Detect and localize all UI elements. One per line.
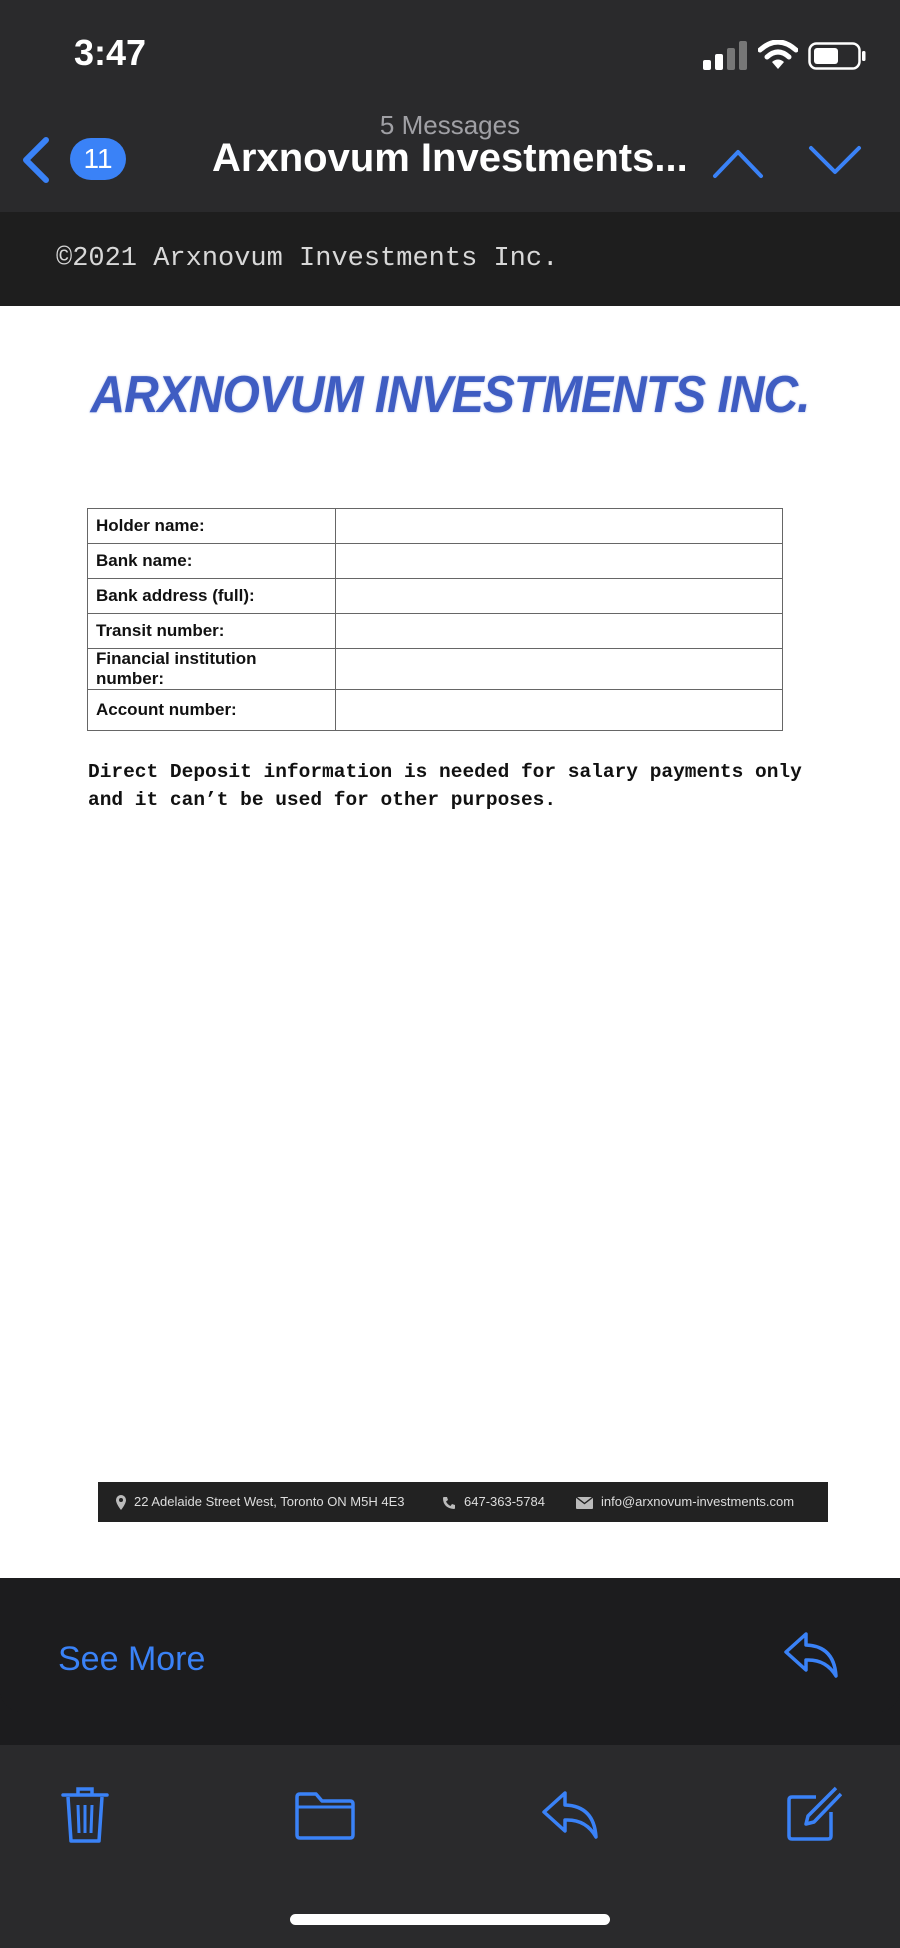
footer-email-text: info@arxnovum-investments.com [601, 1494, 795, 1509]
footer-phone-text: 647-363-5784 [464, 1494, 545, 1509]
envelope-icon [576, 1497, 593, 1509]
table-row [88, 690, 783, 731]
status-bar [0, 0, 900, 110]
table-row [88, 614, 783, 649]
compose-icon[interactable] [786, 1785, 842, 1843]
folder-icon[interactable] [294, 1791, 356, 1841]
footer-address-text: 22 Adelaide Street West, Toronto ON M5H 4E3 [134, 1494, 405, 1509]
phone-icon [442, 1496, 456, 1510]
form-value-cell [336, 649, 783, 690]
table-row [88, 649, 783, 690]
see-more-panel [0, 1578, 900, 1712]
wifi-icon [758, 40, 798, 70]
footer-phone[interactable] [442, 1482, 545, 1522]
previous-message-chevron-up-icon[interactable] [712, 136, 764, 186]
email-header-band [0, 212, 900, 306]
form-label: Bank name: [88, 544, 336, 579]
form-value-cell [336, 579, 783, 614]
unread-count-badge[interactable]: 11 [70, 138, 126, 180]
table-row [88, 579, 783, 614]
table-row [88, 509, 783, 544]
battery-icon [808, 42, 866, 70]
home-indicator[interactable] [290, 1914, 610, 1925]
see-more-link[interactable]: See More [58, 1640, 206, 1678]
back-chevron-icon[interactable] [18, 136, 52, 184]
form-label: Bank address (full): [88, 579, 336, 614]
status-time: 3:47 [74, 32, 147, 73]
email-body [0, 306, 900, 1578]
cellular-signal-icon [703, 40, 747, 70]
form-value-cell [336, 690, 783, 731]
form-label: Account number: [88, 690, 336, 731]
footer-email[interactable] [576, 1482, 794, 1522]
next-message-chevron-down-icon[interactable] [808, 136, 862, 186]
footer-address [116, 1482, 405, 1522]
form-label: Financial institution number: [88, 649, 336, 690]
trash-icon[interactable] [60, 1785, 110, 1845]
form-value-cell [336, 509, 783, 544]
company-footer-bar [98, 1482, 828, 1522]
form-value-cell [336, 544, 783, 579]
reply-icon[interactable] [782, 1630, 840, 1680]
form-label: Transit number: [88, 614, 336, 649]
location-pin-icon [116, 1495, 126, 1510]
copyright-text: ©2021 Arxnovum Investments Inc. [56, 244, 559, 274]
thread-title: Arxnovum Investments... [212, 136, 688, 180]
nav-bar [0, 110, 900, 213]
reply-icon[interactable] [540, 1789, 600, 1841]
direct-deposit-note: Direct Deposit information is needed for salary payments only and it can’t be used for other purposes. [88, 761, 802, 811]
direct-deposit-form-table [87, 508, 783, 731]
form-label: Holder name: [88, 509, 336, 544]
table-row [88, 544, 783, 579]
message-count: 5 Messages [379, 110, 521, 140]
form-value-cell [336, 614, 783, 649]
logo-text: ARXNOVUM INVESTMENTS INC. [90, 366, 810, 425]
company-logo [0, 368, 900, 423]
